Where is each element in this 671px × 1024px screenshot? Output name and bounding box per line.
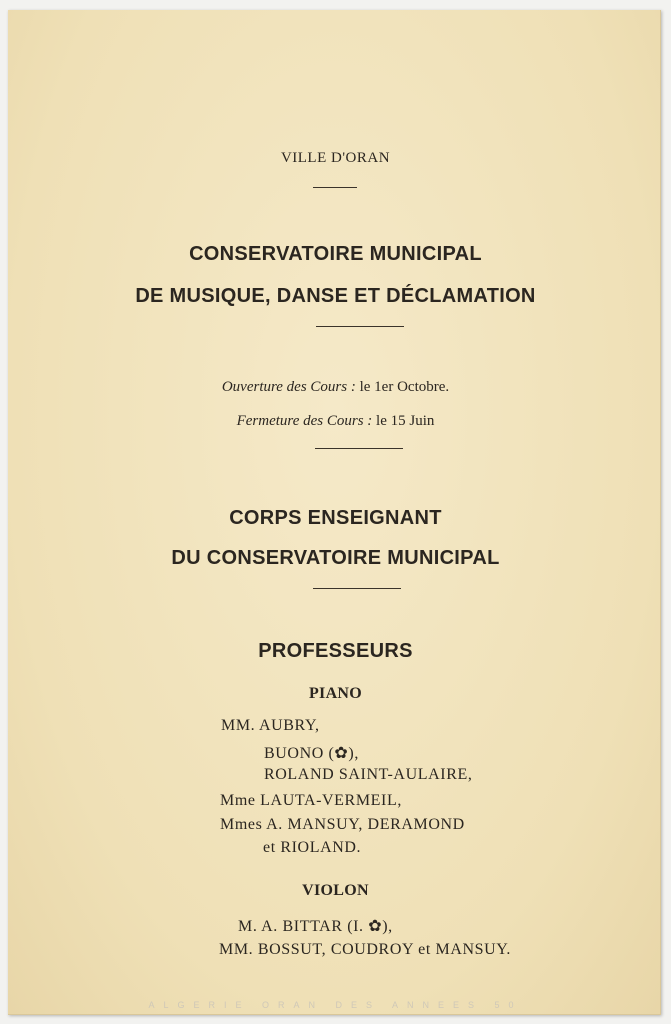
corps-title-line1: CORPS ENSEIGNANT: [229, 507, 442, 529]
city-heading: VILLE D'ORAN: [280, 150, 391, 166]
piano-line-6: et RIOLAND.: [263, 839, 362, 856]
divider-3: [315, 448, 403, 449]
divider-4: [313, 588, 401, 589]
corps-title-line2: DU CONSERVATOIRE MUNICIPAL: [171, 547, 500, 569]
ouverture-line: [0, 379, 671, 396]
divider-1: [313, 187, 357, 188]
piano-line-4: Mme LAUTA-VERMEIL,: [220, 792, 402, 809]
ouverture-label: Ouverture des Cours :: [221, 379, 356, 395]
piano-line-2: BUONO (✿),: [264, 745, 359, 762]
conservatoire-title-line2: DE MUSIQUE, DANSE ET DÉCLAMATION: [135, 285, 536, 307]
ouverture-value: le 1er Octobre.: [359, 379, 450, 395]
piano-line-3: ROLAND SAINT-AULAIRE,: [264, 766, 473, 783]
fermeture-label: Fermeture des Cours :: [236, 413, 373, 429]
violon-line-2: MM. BOSSUT, COUDROY et MANSUY.: [219, 941, 511, 958]
violon-heading: VIOLON: [302, 882, 369, 899]
piano-line-5: Mmes A. MANSUY, DERAMOND: [220, 816, 465, 833]
professeurs-heading: PROFESSEURS: [258, 640, 413, 662]
piano-line-1: MM. AUBRY,: [221, 717, 320, 734]
watermark-text: ALGERIE ORAN DES ANNEES 50: [148, 1000, 523, 1010]
divider-2: [316, 326, 404, 327]
fermeture-line: [0, 413, 671, 430]
fermeture-value: le 15 Juin: [376, 413, 435, 429]
piano-heading: PIANO: [308, 685, 363, 702]
violon-line-1: M. A. BITTAR (I. ✿),: [238, 918, 393, 935]
conservatoire-title-line1: CONSERVATOIRE MUNICIPAL: [189, 243, 482, 265]
